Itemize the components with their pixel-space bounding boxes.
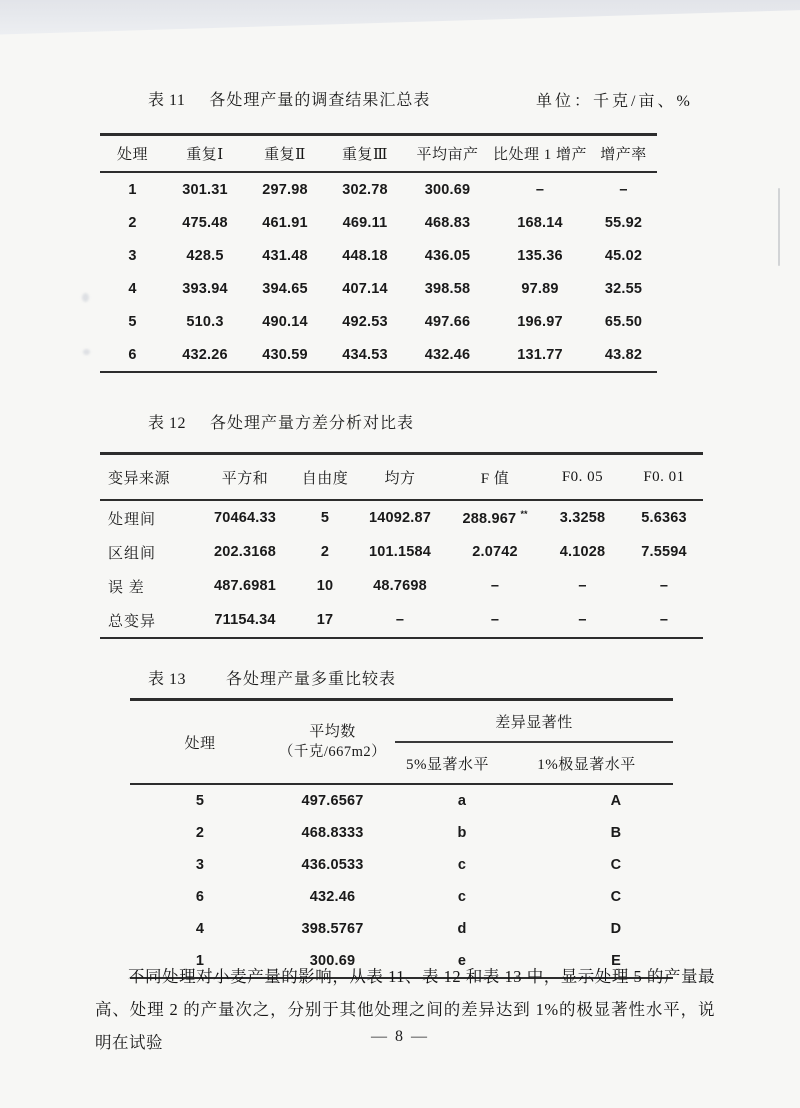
table-row [100,305,657,338]
table-cell: 5.6363 [641,510,687,526]
table-cell: 448.18 [342,247,388,264]
table-cell: 288.967 ** [462,509,528,527]
table-cell: 1 [195,953,205,969]
column-header-f001: F0. 01 [625,454,703,501]
table-row [100,172,657,206]
table-cell: 4 [195,921,205,937]
column-header-1pct-level: 1%极显著水平 [500,742,673,784]
table-cell: 97.89 [521,280,559,297]
table-cell: 2 [128,214,137,231]
scan-artifact-smudge [83,349,90,355]
table-cell: 196.97 [517,313,563,330]
table-cell: B [610,825,622,841]
column-header-f005: F0. 05 [540,454,625,501]
anova-table [100,452,703,639]
table-cell: 1 [128,181,137,198]
table-cell: d [457,921,467,937]
table-cell: – [578,578,587,594]
table-cell: 510.3 [186,313,224,330]
table11-body [100,172,657,372]
table12-label: 表 12 [148,415,187,432]
table-row [100,272,657,305]
table12-body [100,500,703,638]
table-cell: 434.53 [342,346,388,363]
table-row [100,500,703,535]
table-cell: 168.14 [517,214,563,231]
table-cell: 4 [128,280,137,297]
column-header-rep2: 重复Ⅱ [245,135,325,173]
scan-artifact-line [778,188,780,266]
table-cell: 2.0742 [472,544,518,560]
column-header-df: 自由度 [300,454,350,501]
column-header-f-value: F 值 [450,454,540,501]
table11-label: 表 11 [148,92,186,109]
table-cell: 297.98 [262,181,308,198]
table-row [100,603,703,638]
header-row [100,135,657,173]
yield-summary-table [100,133,657,373]
table-cell: – [490,578,500,594]
table-cell: 436.05 [424,247,471,264]
column-header-treatment: 处理 [100,135,165,173]
table-row [100,338,657,372]
table-cell: 7.5594 [641,544,687,560]
table-cell: 428.5 [186,247,224,264]
table-cell: 131.77 [517,346,563,363]
table13-caption [148,666,396,689]
column-header-treatment: 处理 [130,700,270,785]
table-cell: – [490,612,500,628]
table-cell: 48.7698 [373,578,427,594]
column-header-variation-source: 变异来源 [100,454,190,501]
table-cell: 处理间 [108,511,157,528]
multiple-comparison-table [130,698,673,979]
table-cell: 6 [128,346,137,363]
table-cell: 32.55 [604,280,643,297]
table-cell: 43.82 [604,346,643,363]
table-cell: 398.58 [424,280,471,297]
header-row [100,454,703,501]
table-cell: 431.48 [262,247,308,264]
table-row [100,239,657,272]
scan-shadow-band [0,0,800,36]
table-cell: 394.65 [262,280,308,297]
table-cell: 302.78 [342,181,388,198]
table-cell: 398.5767 [301,921,364,937]
column-header-sum-of-squares: 平方和 [190,454,300,501]
table-cell: 430.59 [262,346,308,363]
table-cell: 区组间 [108,545,157,562]
table-cell: 432.46 [424,346,471,363]
table-cell: 71154.34 [214,612,276,628]
page-number: — 8 — [371,1028,429,1045]
table-cell: 432.46 [309,889,356,905]
table-cell: 17 [316,612,334,628]
table-row [100,535,703,569]
table-cell: 误 差 [108,579,145,596]
table-row [130,784,673,817]
table-row [130,817,673,849]
table-row [130,881,673,913]
table-cell: 202.3168 [213,544,277,560]
column-header-increase-rate: 增产率 [590,135,657,173]
table-cell: – [619,181,628,198]
table-cell: 468.83 [424,214,471,231]
table-cell: 6 [195,889,205,905]
table-row [100,206,657,239]
table-cell: – [395,612,405,628]
table-cell: 65.50 [604,313,643,330]
table-cell: E [611,953,621,969]
column-header-rep1: 重复Ⅰ [165,135,245,173]
scan-artifact-smudge [82,293,89,302]
table-cell: C [610,857,622,873]
mean-label: 平均数 [309,724,356,740]
table-cell: 475.48 [182,214,228,231]
table-cell: 14092.87 [368,510,432,526]
header-row-top [130,700,673,743]
table-cell: A [610,793,622,809]
table-cell: 461.91 [262,214,308,231]
table-cell: b [457,825,467,841]
table-cell: D [610,921,622,937]
table13-body [130,784,673,978]
table12-title: 各处理产量方差分析对比表 [210,415,415,432]
table-cell: 492.53 [342,313,388,330]
table-cell: 101.1584 [368,544,432,560]
table13-label: 表 13 [148,671,187,688]
column-header-increase-vs-t1: 比处理 1 增产 [490,135,590,173]
table11-unit-label: 单位：千克/亩、% [536,93,693,110]
table11-title: 各处理产量的调查结果汇总表 [209,92,431,109]
table-cell: – [535,181,545,198]
table-cell: 3.3258 [559,510,606,526]
table-cell: 10 [316,578,334,594]
table-cell: 432.26 [182,346,228,363]
table-cell: 5 [128,313,137,330]
table-cell: 55.92 [604,214,643,231]
table-cell: – [578,612,587,628]
column-header-rep3: 重复Ⅲ [325,135,405,173]
mean-unit-label: （千克/667m2） [278,744,387,760]
table-cell: 436.0533 [301,857,364,873]
column-header-mean [270,700,395,785]
table-cell: 70464.33 [213,510,277,526]
table-cell: 总变异 [108,613,157,630]
table-cell: 487.6981 [213,578,277,594]
table-cell: C [610,889,622,905]
table-cell: 3 [195,857,205,873]
table-cell: 5 [320,510,330,526]
table-cell: 300.69 [424,181,471,198]
table-cell: e [457,953,467,969]
table-cell: 490.14 [262,313,308,330]
table-cell: – [659,612,669,628]
column-header-mean-yield: 平均亩产 [405,135,490,173]
table-cell: 45.02 [604,247,643,264]
table-cell: c [457,889,467,905]
table-cell: 135.36 [517,247,563,264]
table-cell: 3 [128,247,137,264]
table-cell: 407.14 [342,280,388,297]
column-header-mean-square: 均方 [350,454,450,501]
table-cell: a [457,793,467,809]
table-cell: 469.11 [342,214,388,231]
table-row [130,913,673,945]
table-cell: 301.31 [182,181,228,198]
table-cell: – [659,578,669,594]
table-cell: 2 [195,825,205,841]
table11-caption [148,87,430,110]
body-paragraph: 不同处理对小麦产量的影响，从表 11、表 12 和表 13 中，显示处理 5 的产量最高、处理 2 的产量次之，分别于其他处理之间的差异达到 1%的极显著性水平，说明在试验 [95,967,715,1052]
table-cell: 497.66 [424,313,471,330]
column-header-5pct-level: 5%显著水平 [395,742,500,784]
table-cell: 393.94 [182,280,228,297]
table12-caption [148,410,414,433]
table-cell: 2 [320,544,330,560]
table-row [100,569,703,603]
table-cell: 5 [195,793,205,809]
table-cell: 468.8333 [301,825,364,841]
table-cell: 300.69 [309,953,356,969]
table-cell: 4.1028 [559,544,606,560]
table13-title: 各处理产量多重比较表 [226,671,397,688]
column-header-significance-group: 差异显著性 [395,700,673,743]
table-cell: c [457,857,467,873]
table-row [130,849,673,881]
table-cell: 497.6567 [301,793,364,809]
